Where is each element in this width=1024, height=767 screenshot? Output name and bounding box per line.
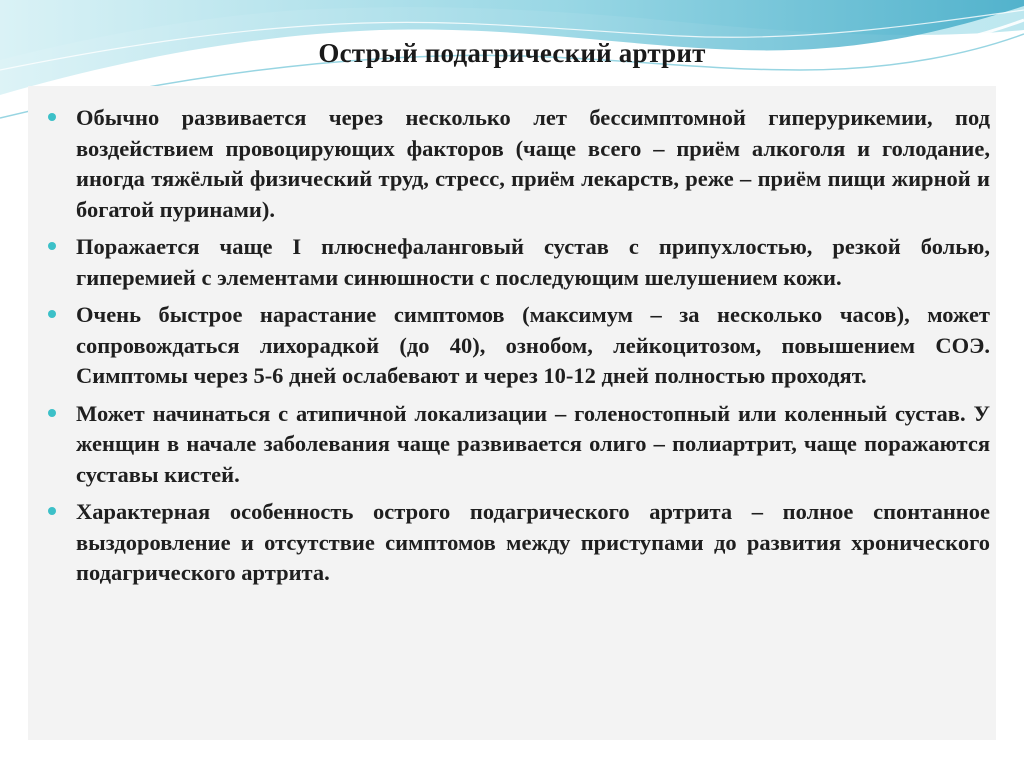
bullet-text: Может начинаться с атипичной локализации – голеностопный или коленный сустав. У женщин в начале заболевания чаще развивается олиго – полиартрит, чаще поражаются суставы кистей.	[76, 400, 990, 487]
bullet-item	[48, 300, 990, 392]
bullet-dot-icon	[48, 409, 56, 417]
bullet-item	[48, 399, 990, 491]
bullet-text: Очень быстрое нарастание симптомов (максимум – за несколько часов), может сопровождаться лихорадкой (до 40), ознобом, лейкоцитозом, повышением СОЭ. Симптомы через 5-6 дней ослабевают и через 10-12 дней полностью проходят.	[76, 302, 990, 388]
bullet-item	[48, 232, 990, 293]
bullet-dot-icon	[48, 310, 56, 318]
bullet-dot-icon	[48, 507, 56, 515]
bullet-item	[48, 103, 990, 225]
bullet-dot-icon	[48, 242, 56, 250]
bullet-text: Характерная особенность острого подагрического артрита – полное спонтанное выздоровление и отсутствие симптомов между приступами до развития хронического подагрического артрита.	[76, 499, 990, 585]
bullet-text: Обычно развивается через несколько лет бессимптомной гиперурикемии, под воздействием провоцирующих факторов (чаще всего – приём алкоголя и голодание, иногда тяжёлый физический труд, стресс, приём лекарств, реже – приём пищи жирной и богатой пуринами).	[76, 105, 990, 222]
bullet-dot-icon	[48, 113, 56, 121]
bullet-list	[48, 103, 990, 596]
bullet-text: Поражается чаще I плюснефаланговый сустав с припухлостью, резкой болью, гиперемией с элементами синюшности с последующим шелушением кожи.	[76, 234, 990, 290]
bullet-item	[48, 497, 990, 589]
slide-title: Острый подагрический артрит	[318, 38, 706, 68]
